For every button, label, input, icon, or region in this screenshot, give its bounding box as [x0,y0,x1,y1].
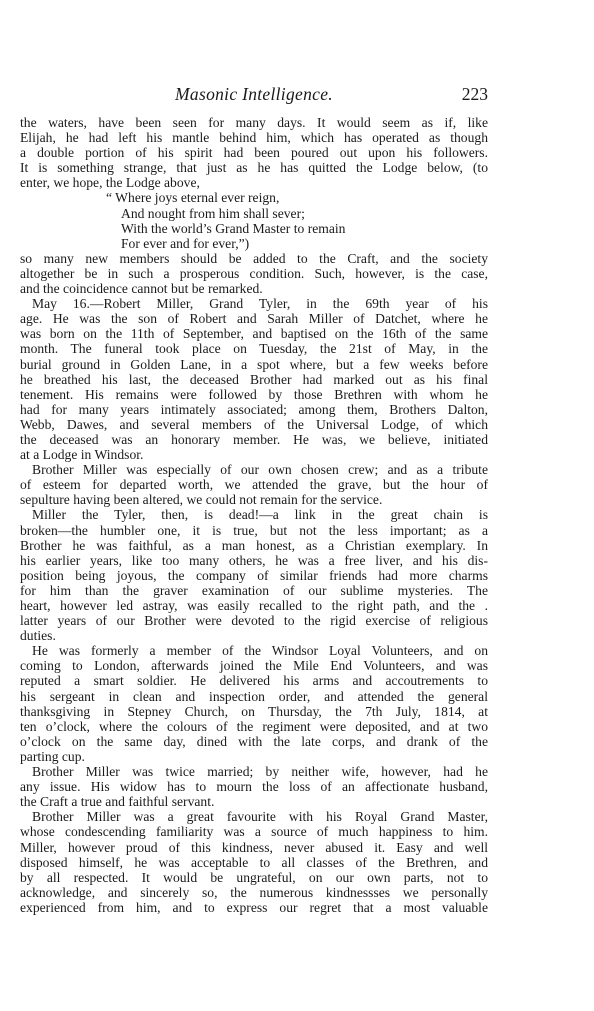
text-line: thanksgiving in Stepney Church, on Thursday, the 7th July, 1814, at [20,703,488,719]
text-line: ten o’clock, where the colours of the regiment were deposited, and at two [20,718,488,734]
text-line: the deceased was an honorary member. He was, we believe, initiated [20,431,488,447]
text-line: his sergeant in clean and inspection order, and attended the general [20,688,488,704]
text-line: Miller, however proud of this kindness, never abused it. Easy and well [20,839,488,855]
text-line: burial ground in Golden Lane, in a spot where, but a few weeks before [20,356,488,372]
text-line: latter years of our Brother were devoted to the rigid exercise of religious [20,613,488,629]
text-line: at a Lodge in Windsor. [20,447,144,463]
text-line: experienced from him, and to express our regret that a most valuable [20,899,488,915]
text-line: parting cup. [20,748,85,764]
text-line: of esteem for departed worth, we attended the grave, but the hour of [20,477,488,493]
page-number: 223 [461,84,488,104]
text-line: heart, however led astray, was easily recalled to the right path, and the . [20,598,488,613]
text-line: Miller the Tyler, then, is dead!—a link in the great chain is [32,507,488,523]
text-line: And nought from him shall sever; [121,205,305,221]
text-line: and the coincidence cannot but be remarked. [20,281,263,297]
text-line: coming to London, afterwards joined the Mile End Volunteers, and was [20,658,488,674]
text-line: Brother he was faithful, as a man honest, as a Christian exemplary. In [20,537,488,553]
text-line: for him than the graver examination of our sublime mysteries. The [20,582,488,598]
text-line: age. He was the son of Robert and Sarah Miller of Datchet, where he [20,311,488,327]
text-line: Brother Miller was a great favourite with his Royal Grand Master, [32,809,488,825]
text-line: so many new members should be added to the Craft, and the society [20,250,488,266]
text-line: whose condescending familiarity was a source of much happiness to him. [20,824,488,840]
text-line: any issue. His widow has to mourn the loss of an affectionate husband, [20,779,488,795]
text-line: position being joyous, the company of similar friends had more charms [20,567,488,583]
body-text [20,115,488,915]
text-line: duties. [20,628,56,644]
text-line: by all respected. It would be ungrateful, on our own parts, not to [20,869,488,885]
text-line: He was formerly a member of the Windsor Loyal Volunteers, and on [32,643,488,659]
text-line: month. The funeral took place on Tuesday, the 21st of May, in the [20,341,488,357]
text-line: Webb, Dawes, and several members of the Universal Lodge, of which [20,416,488,432]
text-line: Elijah, he had left his mantle behind him, which has operated as though [20,130,488,146]
text-line: his earlier years, like too many others, he was a free liver, and his dis- [20,552,488,568]
text-line: May 16.—Robert Miller, Grand Tyler, in the 69th year of his [32,296,488,312]
text-line: enter, we hope, the Lodge above, [20,175,200,191]
text-line: For ever and for ever,”) [121,235,250,251]
text-line: o’clock on the same day, dined with the late corps, and drank of the [20,733,488,749]
text-line: the Craft a true and faithful servant. [20,794,215,810]
text-line: had for many years intimately associated; among them, Brothers Dalton, [20,401,488,417]
text-line: the waters, have been seen for many days. It would seem as if, like [20,115,488,130]
text-line: broken—the humbler one, it is true, but not the less important; as a [20,522,488,538]
text-line: “ Where joys eternal ever reign, [106,190,280,206]
text-line: reputed a smart soldier. He delivered his arms and accoutrements to [20,673,488,689]
text-line: was born on the 11th of September, and baptised on the 16th of the same [20,326,488,342]
text-line: altogether be in such a prosperous condition. Such, however, is the case, [20,265,488,281]
text-line: acknowledge, and sincerely so, the numerous kindnessses we personally [20,884,488,900]
text-line: sepulture having been altered, we could not remain for the service. [20,492,383,508]
text-line: tenement. His remains were followed by those Brethren with whom he [20,386,488,402]
text-line: he breathed his last, the deceased Brother had marked out as his final [20,371,488,387]
text-line: With the world’s Grand Master to remain [121,220,346,236]
text-line: Brother Miller was especially of our own chosen crew; and as a tribute [32,462,488,478]
text-line: Brother Miller was twice married; by neither wife, however, had he [32,764,488,780]
text-line: It is something strange, that just as he has quitted the Lodge below, (to [20,160,488,176]
text-line: a double portion of his spirit had been poured out upon his followers. [20,145,488,161]
page-header [20,84,488,104]
running-title: Masonic Intelligence. [175,84,333,104]
text-line: disposed himself, he was acceptable to all classes of the Brethren, and [20,854,488,870]
